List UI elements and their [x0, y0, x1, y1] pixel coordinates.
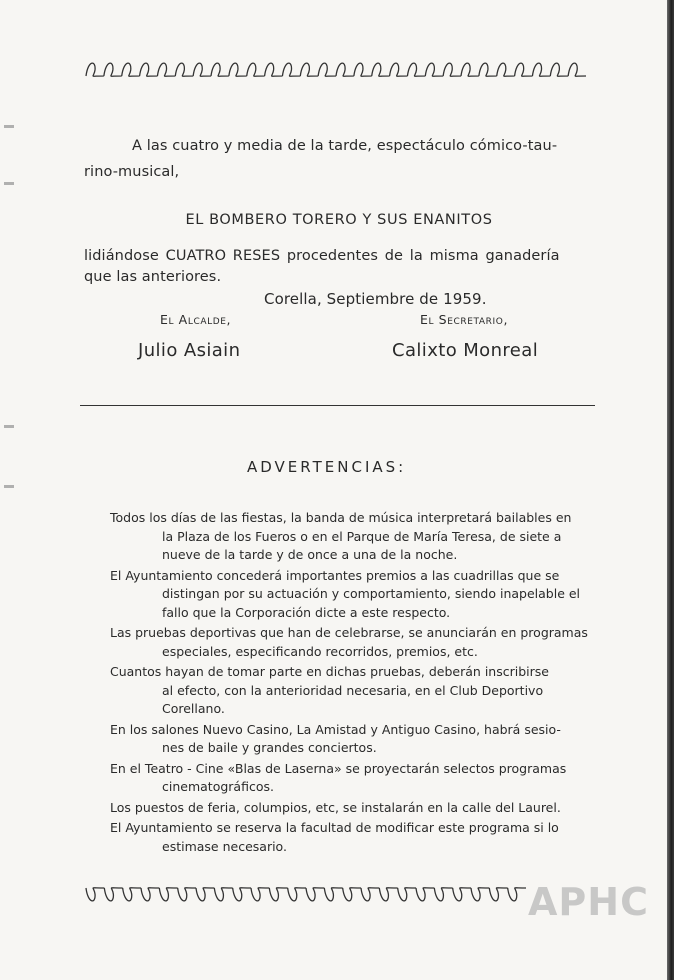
alcalde-signature: Julio Asiain: [138, 340, 241, 361]
intro-line-2: rino-musical,: [84, 164, 180, 180]
binding-mark: [4, 182, 14, 185]
advertencia-item: Las pruebas deportivas que han de celebrarse, se anunciarán en programas: [110, 625, 588, 640]
advertencia-item-continuation: nueve de la tarde y de once a una de la noche.: [162, 547, 458, 562]
advertencia-item: En el Teatro - Cine «Blas de Laserna» se proyectarán selectos programas: [110, 761, 567, 776]
binding-mark: [4, 485, 14, 488]
show-title: EL BOMBERO TORERO Y SUS ENANITOS: [185, 212, 493, 228]
section-divider: [80, 405, 595, 406]
top-flourish-border: [80, 56, 600, 84]
advertencia-item-continuation: especiales, especificando recorridos, premios, etc.: [162, 644, 478, 659]
advertencia-item-continuation: la Plaza de los Fueros o en el Parque de María Teresa, de siete a: [162, 529, 562, 544]
advertencia-item-continuation: distingan por su actuación y comportamiento, siendo inapelable el: [162, 586, 581, 601]
advertencias-heading: ADVERTENCIAS:: [247, 458, 407, 476]
binding-mark: [4, 125, 14, 128]
advertencia-item: El Ayuntamiento se reserva la facultad de modificar este programa si lo: [110, 820, 559, 835]
advertencia-item: Cuantos hayan de tomar parte en dichas pruebas, deberán inscribirse: [110, 664, 549, 679]
intro-line-1: A las cuatro y media de la tarde, espectáculo cómico-tau-: [132, 138, 558, 154]
intro-line-3: lidiándose CUATRO RESES procedentes de la misma ganadería: [84, 248, 560, 264]
bottom-flourish-border: [80, 880, 600, 908]
advertencia-item-continuation: Corellano.: [162, 701, 225, 716]
advertencia-item: El Ayuntamiento concederá importantes premios a las cuadrillas que se: [110, 568, 560, 583]
advertencia-item-continuation: nes de baile y grandes conciertos.: [162, 740, 377, 755]
intro-line-4: que las anteriores.: [84, 269, 222, 285]
archive-watermark: APHC: [528, 880, 649, 924]
advertencia-item-continuation: fallo que la Corporación dicte a este respecto.: [162, 605, 451, 620]
secretario-signature: Calixto Monreal: [392, 340, 539, 361]
binding-mark: [4, 425, 14, 428]
page-edge-shadow: [667, 0, 674, 980]
advertencia-item-continuation: al efecto, con la anterioridad necesaria, en el Club Deportivo: [162, 683, 544, 698]
advertencia-item: Todos los días de las fiestas, la banda de música interpretará bailables en: [110, 510, 572, 525]
advertencia-item-continuation: cinematográficos.: [162, 779, 274, 794]
advertencia-item: En los salones Nuevo Casino, La Amistad y Antiguo Casino, habrá sesio-: [110, 722, 561, 737]
advertencia-item-continuation: estimase necesario.: [162, 839, 287, 854]
date-line: Corella, Septiembre de 1959.: [264, 290, 487, 308]
secretario-label: El Secretario,: [420, 312, 509, 327]
advertencia-item: Los puestos de feria, columpios, etc, se instalarán en la calle del Laurel.: [110, 800, 561, 815]
alcalde-label: El Alcalde,: [160, 312, 232, 327]
